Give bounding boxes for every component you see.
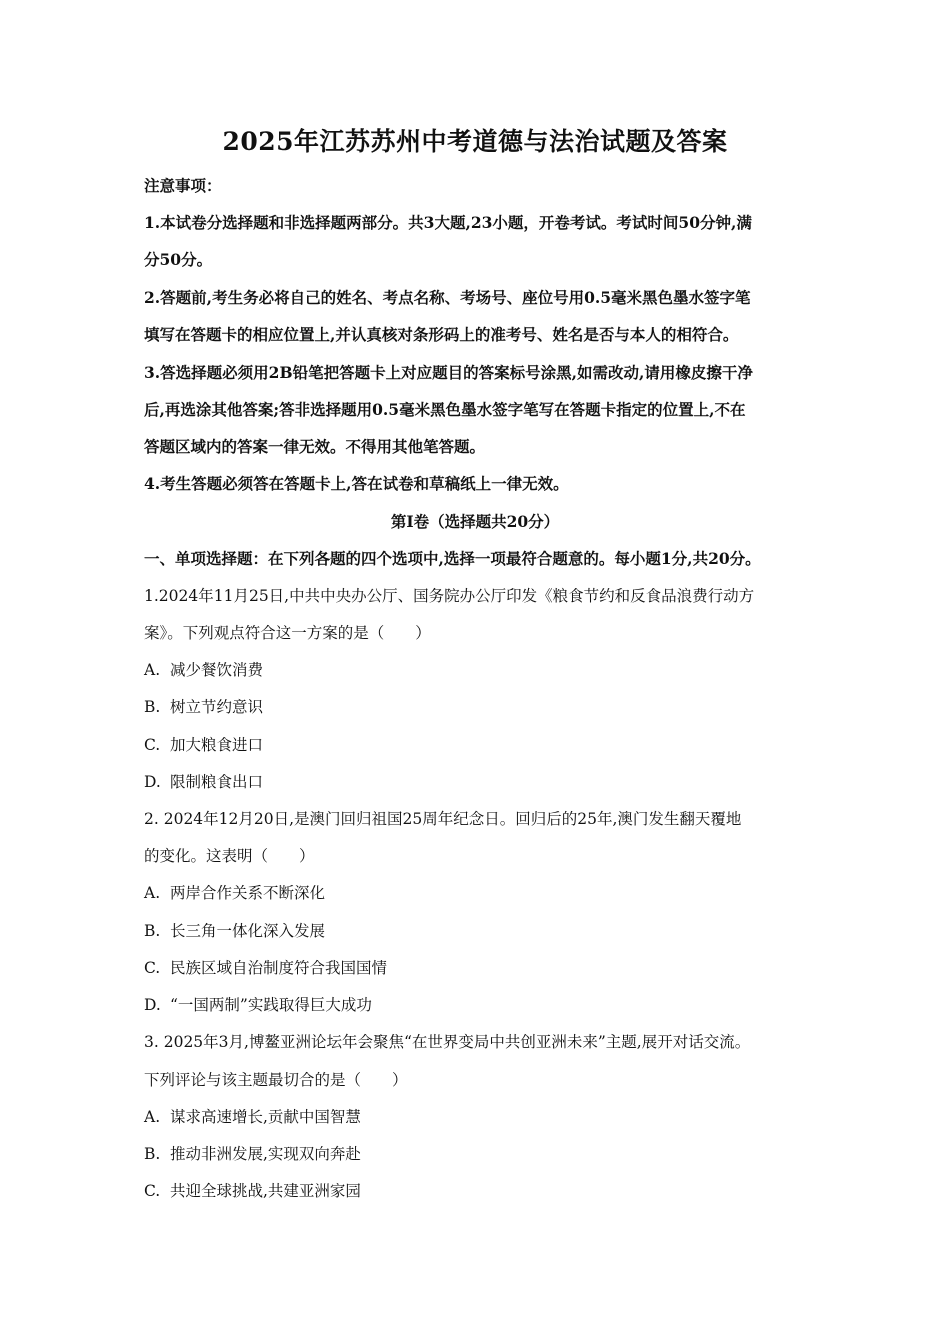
option-key: B. <box>144 1145 161 1163</box>
question-stem: 下列评论与该主题最切合的是（ ） <box>144 1071 408 1089</box>
notice-line: 2.答题前,考生务必将自己的姓名、考点名称、考场号、座位号用0.5毫米黑色墨水签字笔 <box>144 288 751 307</box>
option-text: 谋求高速增长,贡献中国智慧 <box>170 1108 361 1126</box>
section-title: 第Ⅰ卷（选择题共20分） <box>390 512 560 531</box>
question-stem: 3. 2025年3月,博鳌亚洲论坛年会聚焦“在世界变局中共创亚洲未来”主题,展开对话交流。 <box>144 1033 751 1051</box>
option-text: 推动非洲发展,实现双向奔赴 <box>170 1145 361 1163</box>
option-text: 限制粮食出口 <box>170 773 264 791</box>
document-title: 2025年江苏苏州中考道德与法治试题及答案 <box>222 127 728 156</box>
option-d <box>144 995 372 1015</box>
option-text: 减少餐饮消费 <box>170 661 264 679</box>
option-c <box>144 958 387 978</box>
option-text: “一国两制”实践取得巨大成功 <box>170 996 372 1014</box>
notice-line: 填写在答题卡的相应位置上,并认真核对条形码上的准考号、姓名是否与本人的相符合。 <box>144 325 739 344</box>
option-key: C. <box>144 1182 161 1200</box>
option-key: A. <box>144 884 161 902</box>
option-d <box>144 772 263 792</box>
notice-line: 1.本试卷分选择题和非选择题两部分。共3大题,23小题，开卷考试。考试时间50分钟,满 <box>144 213 752 232</box>
option-a <box>144 883 325 903</box>
option-key: C. <box>144 959 161 977</box>
option-key: D. <box>144 996 161 1014</box>
question-stem: 2. 2024年12月20日,是澳门回归祖国25周年纪念日。回归后的25年,澳门发生翻天覆地 <box>144 810 742 828</box>
question-stem: 1.2024年11月25日,中共中央办公厅、国务院办公厅印发《粮食节约和反食品浪费行动方 <box>144 587 755 605</box>
option-key: A. <box>144 661 161 679</box>
option-a <box>144 1107 361 1127</box>
option-text: 两岸合作关系不断深化 <box>170 884 326 902</box>
option-c <box>144 1181 361 1201</box>
notice-line: 3.答选择题必须用2B铅笔把答题卡上对应题目的答案标号涂黑,如需改动,请用橡皮擦干净 <box>144 363 753 382</box>
notice-line: 4.考生答题必须答在答题卡上,答在试卷和草稿纸上一律无效。 <box>144 474 569 493</box>
option-text: 民族区域自治制度符合我国国情 <box>170 959 388 977</box>
notice-heading: 注意事项： <box>144 176 222 195</box>
notice-line: 答题区域内的答案一律无效。不得用其他笔答题。 <box>144 437 486 456</box>
part-heading: 一、单项选择题：在下列各题的四个选项中,选择一项最符合题意的。每小题1分,共20分。 <box>144 549 761 568</box>
question-stem: 的变化。这表明（ ） <box>144 847 315 865</box>
option-b <box>144 697 263 717</box>
option-key: A. <box>144 1108 161 1126</box>
option-key: B. <box>144 922 161 940</box>
option-b <box>144 1144 361 1164</box>
option-text: 共迎全球挑战,共建亚洲家园 <box>170 1182 361 1200</box>
option-text: 长三角一体化深入发展 <box>170 922 326 940</box>
option-text: 树立节约意识 <box>170 698 264 716</box>
notice-line: 后,再选涂其他答案;答非选择题用0.5毫米黑色墨水签字笔写在答题卡指定的位置上,不在 <box>144 400 746 419</box>
question-stem: 案》。下列观点符合这一方案的是（ ） <box>144 624 431 642</box>
option-text: 加大粮食进口 <box>170 736 264 754</box>
notice-line: 分50分。 <box>144 250 213 269</box>
option-b <box>144 921 325 941</box>
option-a <box>144 660 263 680</box>
option-key: C. <box>144 736 161 754</box>
option-key: D. <box>144 773 161 791</box>
option-key: B. <box>144 698 161 716</box>
option-c <box>144 735 263 755</box>
